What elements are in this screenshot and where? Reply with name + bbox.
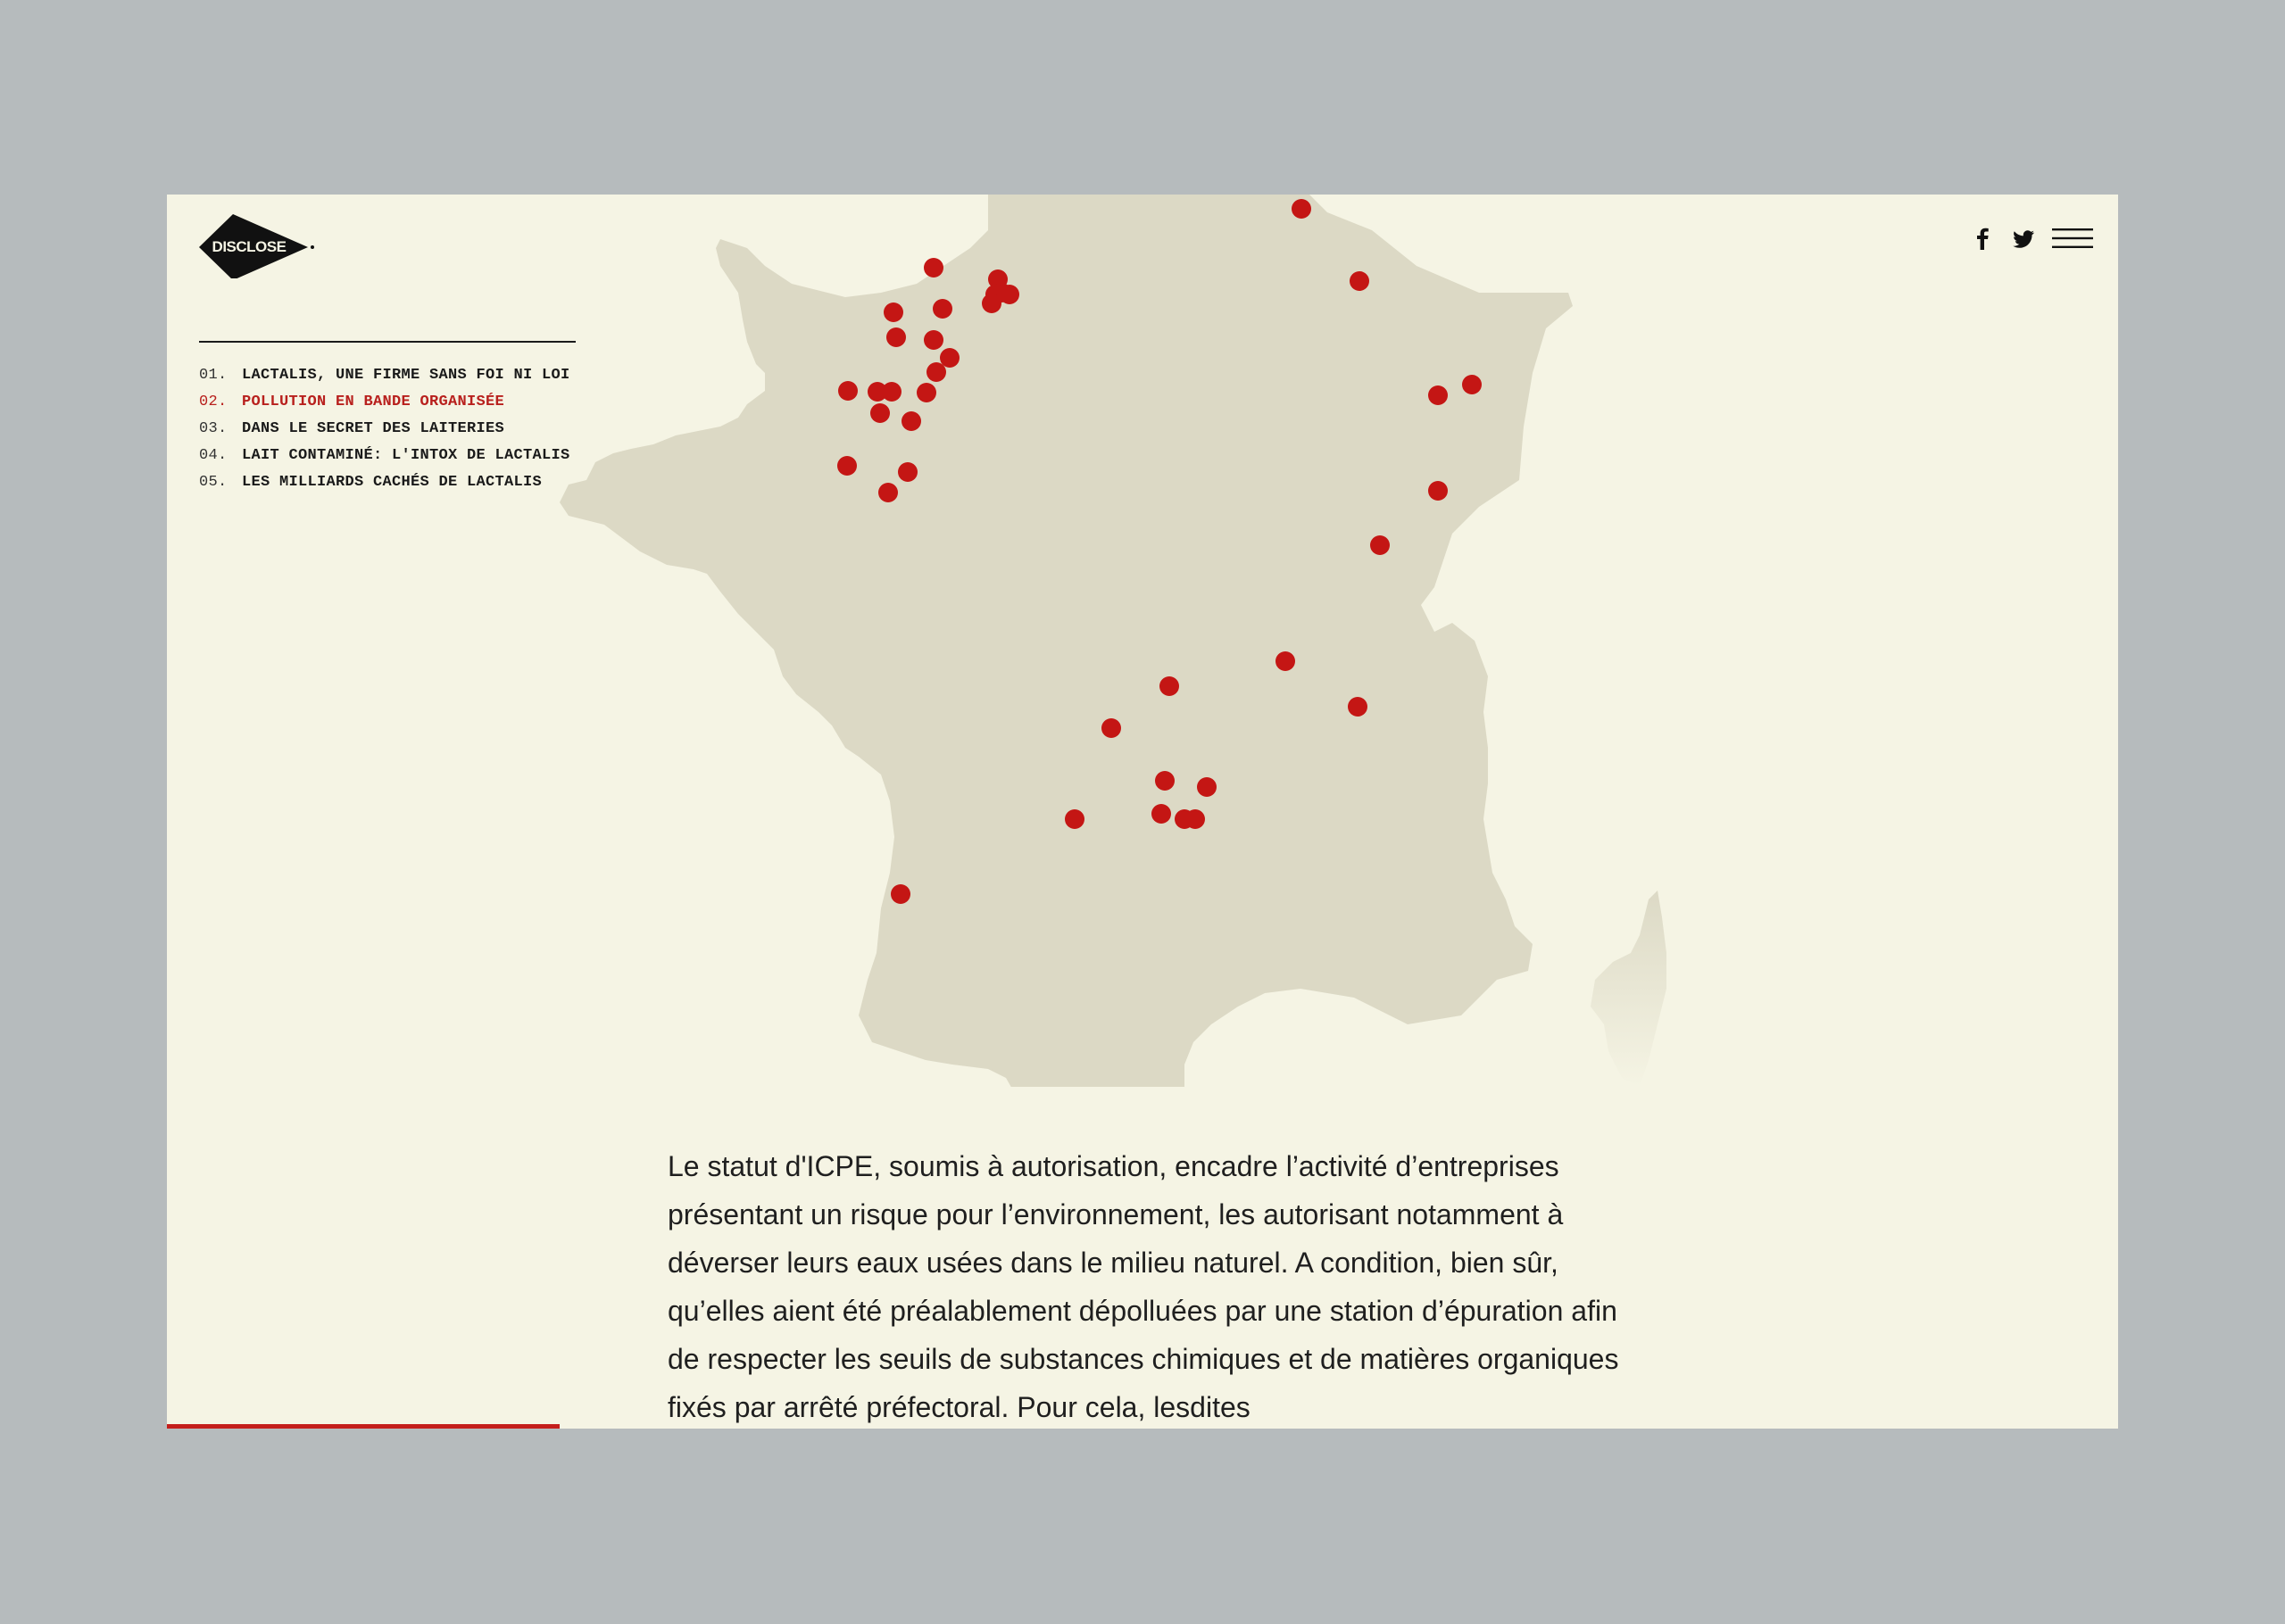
site-marker[interactable] (902, 411, 921, 431)
site-marker[interactable] (884, 302, 903, 322)
chapter-title: LACTALIS, UNE FIRME SANS FOI NI LOI (242, 367, 570, 384)
twitter-icon[interactable] (2000, 225, 2045, 252)
chapter-number: 03. (199, 420, 228, 437)
chapter-item-2[interactable] (199, 389, 570, 416)
header-actions (1965, 225, 2095, 252)
chapter-title: POLLUTION EN BANDE ORGANISÉE (242, 394, 505, 410)
article-body-text: Le statut d'ICPE, soumis à autorisation, encadre l’activité d’entreprises présentant un risque pour l’environnement, les autorisant notamment à déverser leurs eaux usées dans le milieu naturel. A condition, bien sûr, qu’elles aient été préalablement dépolluées par une station d’épuration afin de respecter les seuils de substances chimiques et de matières organiques fixés par arrêté préfectoral. Pour cela, lesdites (668, 1150, 1619, 1423)
site-marker[interactable] (898, 462, 918, 482)
site-marker[interactable] (1065, 809, 1084, 829)
site-marker[interactable] (1462, 375, 1482, 394)
chapter-number: 05. (199, 474, 228, 491)
corsica (1591, 891, 1666, 1087)
site-marker[interactable] (1185, 809, 1205, 829)
site-marker[interactable] (982, 294, 1001, 313)
logo-wordmark: DISCLOSE (212, 238, 287, 255)
site-marker[interactable] (870, 403, 890, 423)
site-marker[interactable] (1197, 777, 1217, 797)
site-marker[interactable] (1370, 535, 1390, 555)
site-marker[interactable] (891, 884, 910, 904)
chapter-number: 02. (199, 394, 228, 410)
site-marker[interactable] (924, 330, 943, 350)
site-marker[interactable] (1151, 804, 1171, 824)
article-page (167, 195, 2118, 1429)
chapter-item-1[interactable] (199, 362, 570, 389)
site-marker[interactable] (933, 299, 952, 319)
site-marker[interactable] (1101, 718, 1121, 738)
chapter-item-4[interactable] (199, 443, 570, 469)
chapter-number: 01. (199, 367, 228, 384)
site-marker[interactable] (1155, 771, 1175, 791)
site-marker[interactable] (917, 383, 936, 402)
chapter-item-3[interactable] (199, 416, 570, 443)
site-marker[interactable] (838, 381, 858, 401)
site-marker[interactable] (940, 348, 960, 368)
site-marker[interactable] (1292, 199, 1311, 219)
site-marker[interactable] (1159, 676, 1179, 696)
toc-divider (199, 341, 576, 343)
site-marker[interactable] (926, 362, 946, 382)
facebook-icon[interactable] (1965, 225, 2000, 252)
site-marker[interactable] (1428, 481, 1448, 501)
site-marker[interactable] (878, 483, 898, 502)
site-marker[interactable] (1350, 271, 1369, 291)
chapter-item-5[interactable] (199, 469, 570, 496)
menu-icon[interactable] (2045, 225, 2095, 252)
chapter-number: 04. (199, 447, 228, 464)
france-mainland (560, 195, 1573, 1087)
chapter-title: LAIT CONTAMINÉ: L'INTOX DE LACTALIS (242, 447, 570, 464)
site-marker[interactable] (1428, 385, 1448, 405)
disclose-logo[interactable] (199, 207, 315, 278)
site-marker[interactable] (882, 382, 902, 402)
site-marker[interactable] (1275, 651, 1295, 671)
site-marker[interactable] (924, 258, 943, 278)
france-map (167, 195, 2118, 1087)
chapter-title: LES MILLIARDS CACHÉS DE LACTALIS (242, 474, 543, 491)
site-marker[interactable] (837, 456, 857, 476)
chapter-list (199, 362, 570, 496)
reading-progress-bar (167, 1424, 560, 1429)
chapter-title: DANS LE SECRET DES LAITERIES (242, 420, 505, 437)
site-marker[interactable] (1348, 697, 1367, 717)
site-marker[interactable] (886, 327, 906, 347)
